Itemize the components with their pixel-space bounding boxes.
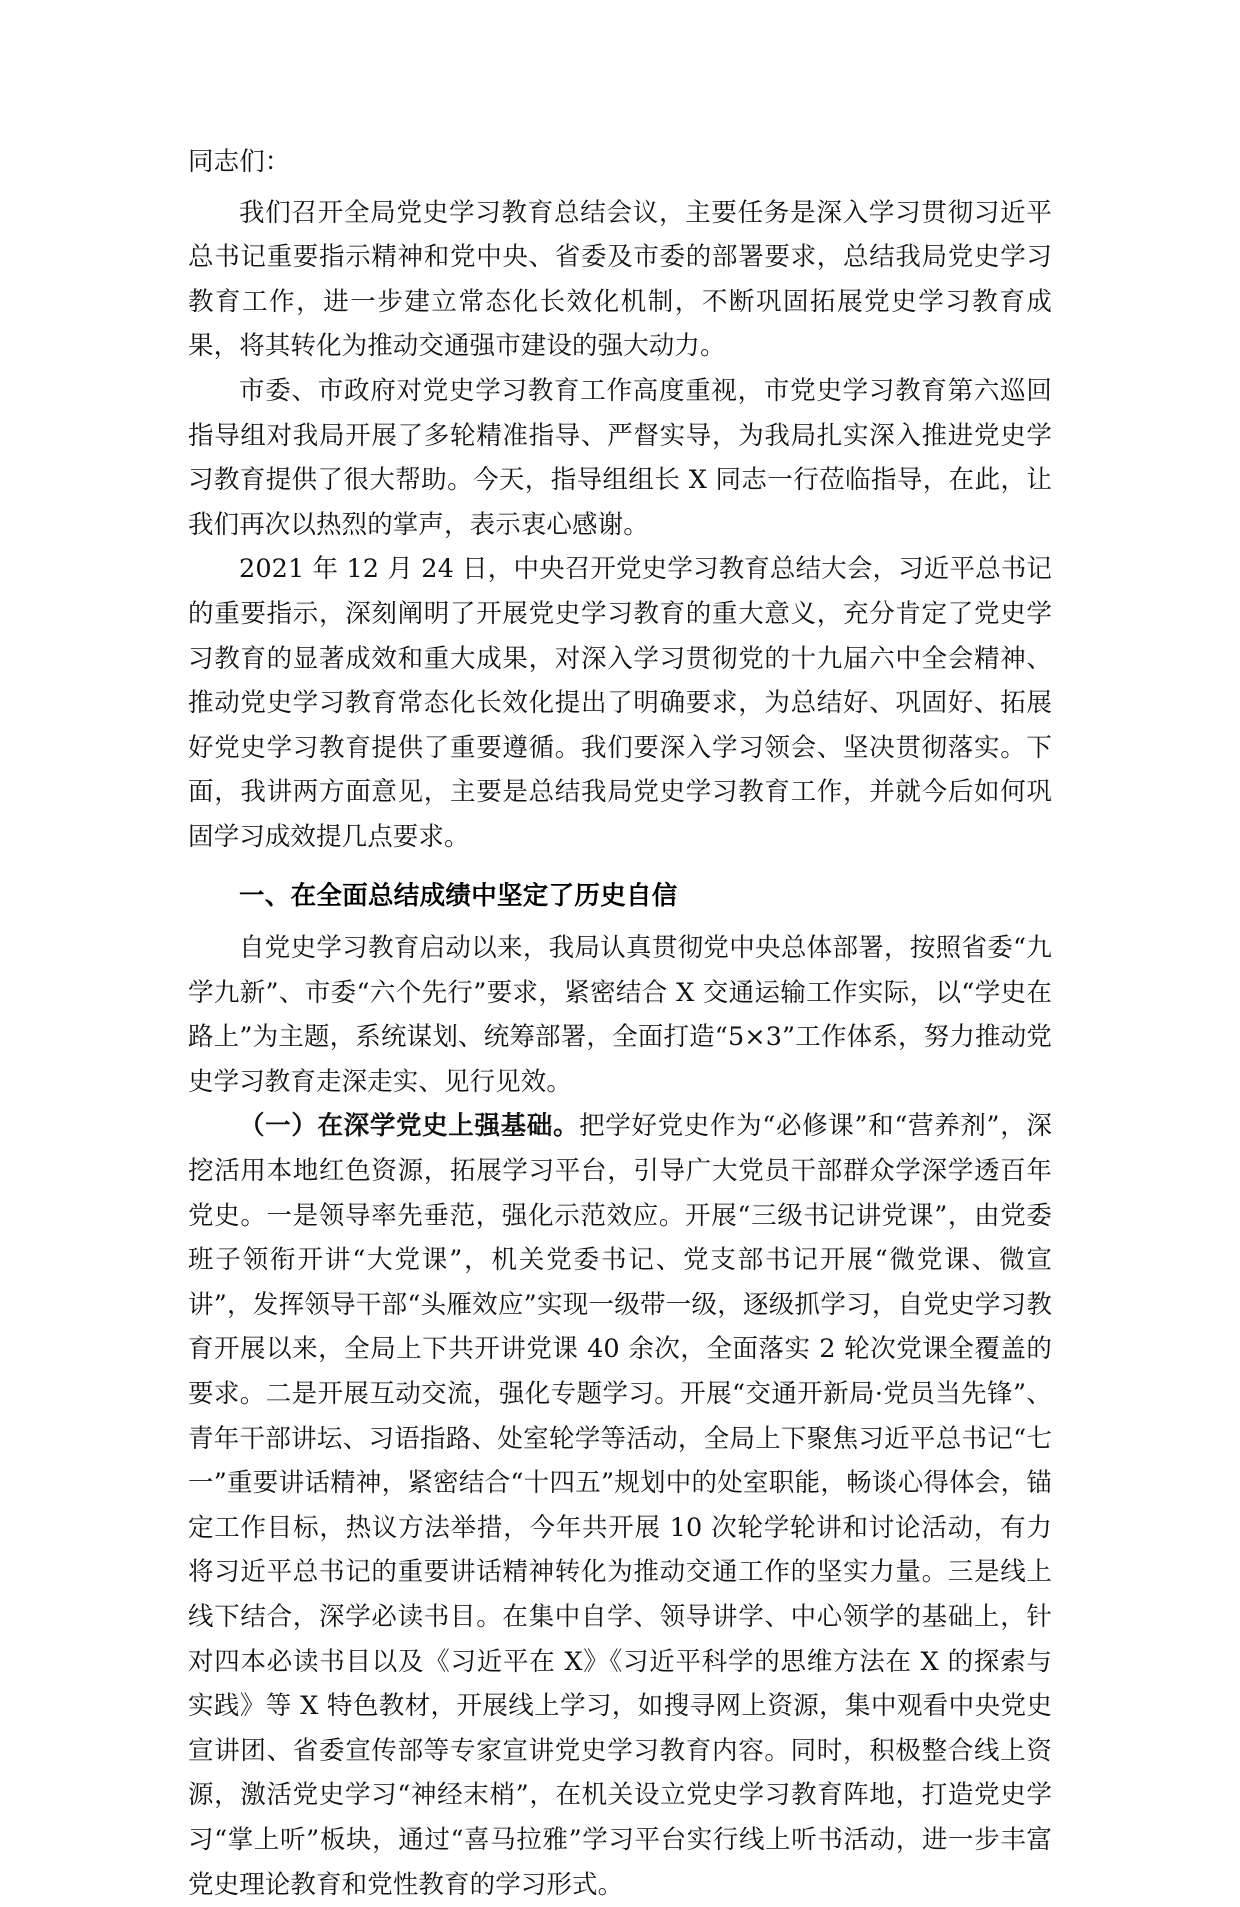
salutation: 同志们： xyxy=(188,147,291,177)
subsection-1-body-text: 把学好党史作为“必修课”和“营养剂”，深挖活用本地红色资源，拓展学习平台，引导广大党员干部群众学深学透百年党史。一是领导率先垂范，强化示范效应。开展“三级书记讲党课”，由党委班子领衔开讲“大党课”，机关党委书记、党支部书记开展“微党课、微宣讲”，发挥领导干部“头雁效应”实现一级带一级，逐级抓学习，自党史学习教育开展以来，全局上下共开讲党课 40 余次，全面落实 2 轮次党课全覆盖的要求。二是开展互动交流，强化专题学习。开展“交通开新局·党员当先锋”、青年干部讲坛、习语指路、处室轮学等活动，全局上下聚焦习近平总书记“七一”重要讲话精神，紧密结合“十四五”规划中的处室职能，畅谈心得体会，锚定工作目标，热议方法举措，今年共开展 10 次轮学轮讲和讨论活动，有力将习近平总书记的重要讲话精神转化为推动交通工作的坚实力量。三是线上线下结合，深学必读书目。在集中自学、领导讲学、中心领学的基础上，针对四本必读书目以及《习近平在 X》《习近平科学的思维方法在 X 的探索与实践》等 X 特色教材，开展线上学习，如搜寻网上资源，集中观看中央党史宣讲团、省委宣传部等专家宣讲党史学习教育内容。同时，积极整合线上资源，激活党史学习“神经末梢”，在机关设立党史学习教育阵地，打造党史学习“掌上听”板块，通过“喜马拉雅”学习平台实行线上听书活动，进一步丰富党史理论教育和党性教育的学习形式。 xyxy=(188,1111,1052,1900)
paragraph-municipal-guidance-thanks: 市委、市政府对党史学习教育工作高度重视，市党史学习教育第六巡回指导组对我局开展了多轮精准指导、严督实导，为我局扎实深入推进党史学习教育提供了很大帮助。今天，指导组组长 X 同志一行莅临指导，在此，让我们再次以热烈的掌声，表示衷心感谢。 xyxy=(188,375,1052,540)
paragraph-central-summary-conference: 2021 年 12 月 24 日，中央召开党史学习教育总结大会，习近平总书记的重要指示，深刻阐明了开展党史学习教育的重大意义，充分肯定了党史学习教育的显著成效和重大成果，对深入学习贯彻党的十九届六中全会精神、推动党史学习教育常态化长效化提出了明确要求，为总结好、巩固好、拓展好党史学习教育提供了重要遵循。我们要深入学习领会、坚决贯彻落实。下面，我讲两方面意见，主要是总结我局党史学习教育工作，并就今后如何巩固学习成效提几点要求。 xyxy=(188,554,1052,852)
paragraph-intro-meeting-purpose: 我们召开全局党史学习教育总结会议，主要任务是深入学习贯彻习近平总书记重要指示精神和党中央、省委及市委的部署要求，总结我局党史学习教育工作，进一步建立常态化长效化机制，不断巩固拓展党史学习教育成果，将其转化为推动交通强市建设的强大动力。 xyxy=(188,197,1052,362)
subsection-1-bold-lead: （一）在深学党史上强基础。 xyxy=(239,1111,580,1142)
section-heading-1: 一、在全面总结成绩中坚定了历史自信 xyxy=(239,880,678,911)
paragraph-work-system-overview: 自党史学习教育启动以来，我局认真贯彻党中央总体部署，按照省委“九学九新”、市委“六个先行”要求，紧密结合 X 交通运输工作实际，以“学史在路上”为主题，系统谋划、统筹部署，全面打造“5×3”工作体系，努力推动党史学习教育走深走实、见行见效。 xyxy=(188,933,1052,1097)
subsection-1-paragraph xyxy=(188,1104,1052,1907)
document-body xyxy=(188,140,1052,1907)
